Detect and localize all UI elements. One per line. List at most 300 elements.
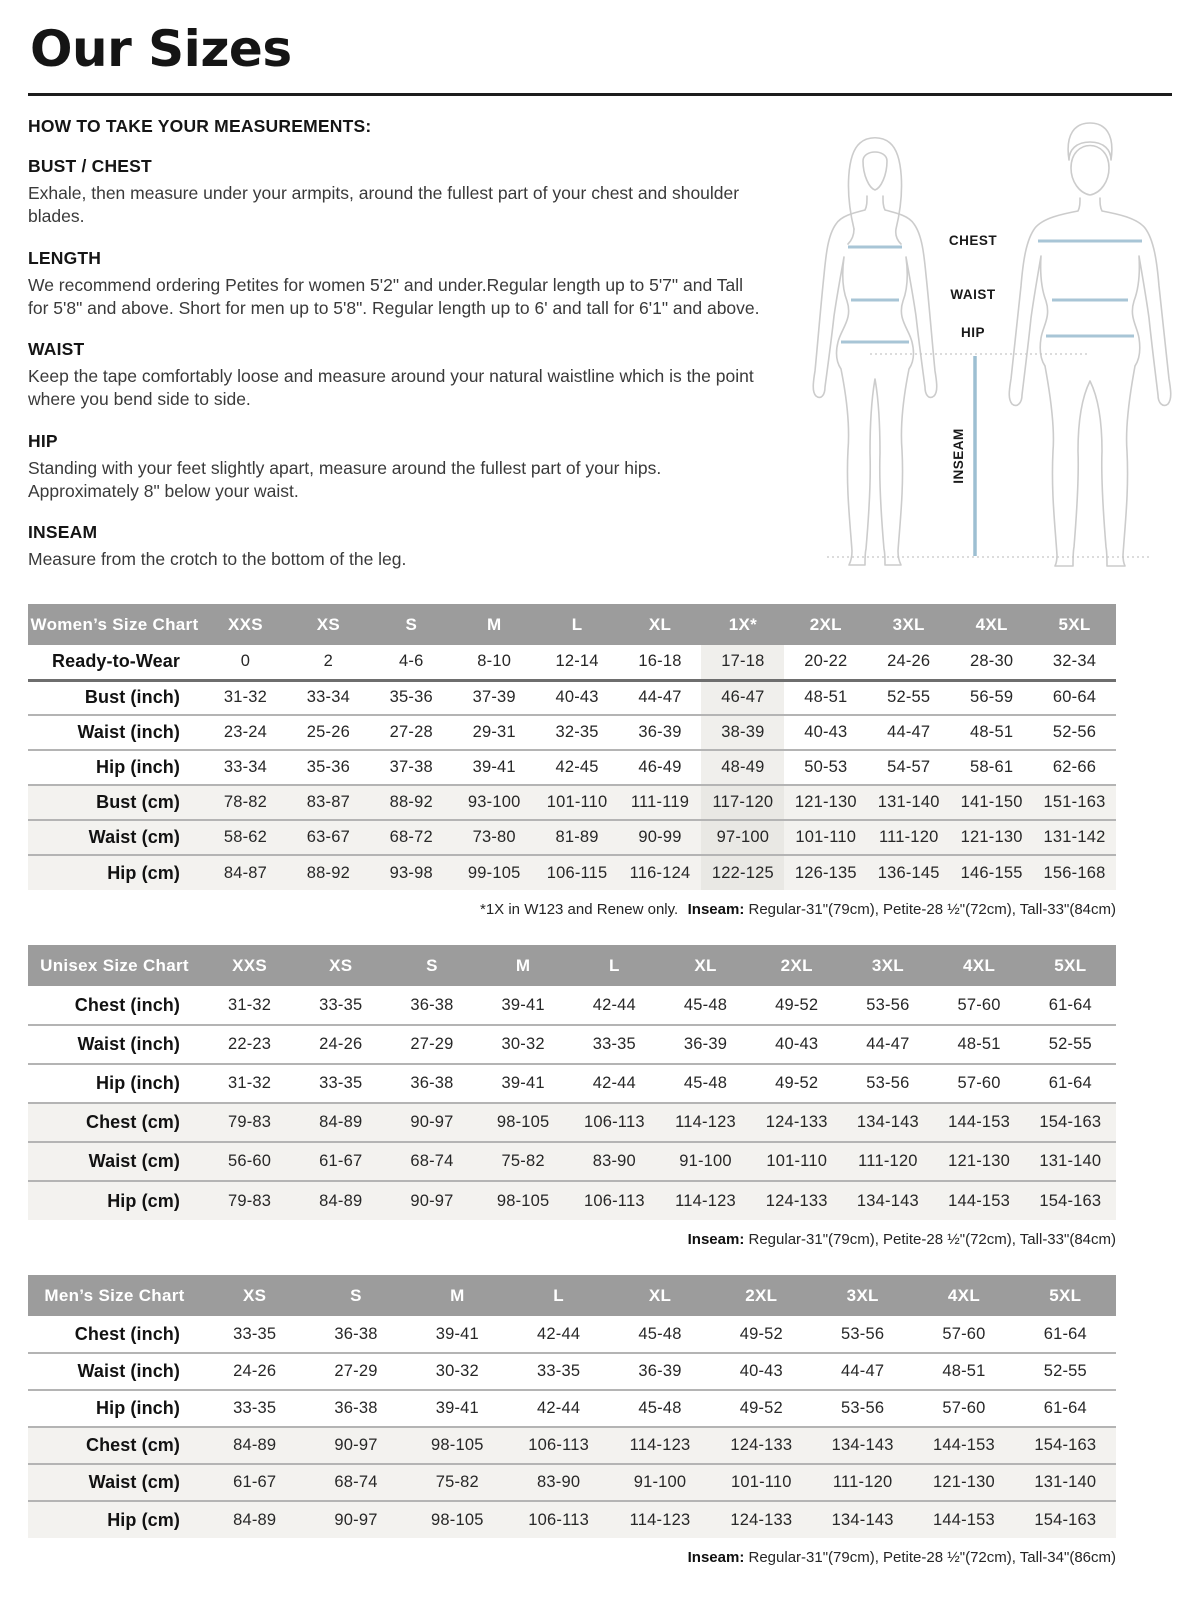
size-value-cell: 84-89 — [204, 1427, 305, 1464]
male-figure — [1009, 123, 1171, 566]
row-label: Waist (cm) — [28, 1464, 204, 1501]
size-value-cell: 98-105 — [478, 1103, 569, 1142]
row-label: Ready-to-Wear — [52, 651, 180, 672]
size-value-cell: 111-119 — [619, 785, 702, 820]
size-value-cell: 30-32 — [501, 1035, 545, 1053]
row-label: Waist (inch) — [77, 722, 180, 742]
size-value-cell: 24-26 — [319, 1035, 363, 1053]
size-value-cell: 50-53 — [804, 758, 848, 776]
size-value-cell: 101-110 — [784, 820, 867, 855]
measurement-row — [28, 645, 1116, 680]
size-column-header: XXS — [204, 604, 287, 645]
size-value-cell: 131-140 — [867, 785, 950, 820]
size-value-cell: 33-35 — [537, 1362, 581, 1380]
size-value-cell: 52-55 — [1043, 1362, 1087, 1380]
size-value-cell: 40-43 — [775, 1035, 819, 1053]
size-value-cell: 73-80 — [453, 820, 536, 855]
size-value-cell: 61-67 — [204, 1464, 305, 1501]
size-column-header: 5XL — [1015, 1275, 1116, 1316]
section-title: LENGTH — [28, 247, 102, 268]
size-value-cell: 29-31 — [472, 723, 516, 741]
measurement-row — [28, 750, 1116, 785]
size-column-header: XS — [287, 604, 370, 645]
size-value-cell: 144-153 — [934, 1103, 1025, 1142]
size-value-cell: 61-64 — [1048, 1074, 1092, 1092]
unisex-footnotes — [28, 1231, 1116, 1251]
section-body: Exhale, then measure under your armpits, around the fullest part of your chest and shoulder blades. — [28, 183, 740, 227]
size-value-cell: 23-24 — [223, 723, 268, 741]
size-value-cell: 106-113 — [508, 1501, 609, 1538]
size-value-cell: 46-47 — [701, 680, 784, 715]
size-value-cell: 84-89 — [204, 1501, 305, 1538]
page-title: Our Sizes — [30, 20, 292, 78]
size-value-cell: 42-45 — [555, 758, 599, 776]
size-value-cell: 83-90 — [569, 1142, 660, 1181]
footnote-inseam-text: Regular-31"(79cm), Petite-28 ½"(72cm), Tall-33"(84cm) — [744, 1231, 1116, 1248]
size-value-cell: 48-51 — [957, 1035, 1001, 1053]
row-label: Hip (inch) — [96, 1398, 180, 1418]
size-value-cell: 111-120 — [842, 1142, 933, 1181]
row-label: Chest (inch) — [74, 994, 180, 1015]
size-value-cell: 124-133 — [711, 1501, 812, 1538]
size-value-cell: 48-51 — [942, 1362, 986, 1380]
measurement-row — [28, 1181, 1116, 1220]
size-value-cell: 0 — [240, 652, 251, 671]
size-value-cell: 98-105 — [478, 1181, 569, 1220]
size-value-cell: 53-56 — [841, 1399, 885, 1417]
size-column-header: M — [407, 1275, 508, 1316]
size-value-cell: 33-35 — [319, 995, 363, 1014]
size-value-cell: 44-47 — [841, 1362, 885, 1380]
size-value-cell: 8-10 — [477, 652, 512, 671]
size-value-cell: 97-100 — [701, 820, 784, 855]
size-value-cell: 44-47 — [638, 688, 682, 707]
footnote-inseam — [688, 1231, 1116, 1248]
measurement-row — [28, 1103, 1116, 1142]
size-value-cell: 48-51 — [970, 723, 1014, 741]
size-value-cell: 37-39 — [472, 688, 516, 707]
size-value-cell: 40-43 — [739, 1362, 783, 1380]
size-column-header: 3XL — [842, 945, 933, 986]
hip-label: HIP — [960, 325, 986, 340]
size-value-cell: 52-55 — [1048, 1035, 1092, 1053]
row-label: Waist (cm) — [28, 820, 204, 855]
size-value-cell: 106-113 — [508, 1427, 609, 1464]
size-value-cell: 24-26 — [887, 652, 931, 671]
size-value-cell: 53-56 — [866, 1074, 910, 1092]
size-column-header: L — [508, 1275, 609, 1316]
row-label: Waist (cm) — [28, 1142, 204, 1181]
size-value-cell: 46-49 — [638, 758, 682, 776]
size-column-header: XXS — [204, 945, 295, 986]
size-value-cell: 121-130 — [913, 1464, 1014, 1501]
row-label: Hip (cm) — [28, 1501, 204, 1538]
size-value-cell: 121-130 — [950, 820, 1033, 855]
measurement-row — [28, 986, 1116, 1025]
size-value-cell: 75-82 — [407, 1464, 508, 1501]
size-value-cell: 124-133 — [711, 1427, 812, 1464]
size-value-cell: 90-97 — [386, 1181, 477, 1220]
size-value-cell: 39-41 — [435, 1399, 479, 1417]
size-value-cell: 106-113 — [569, 1181, 660, 1220]
table-header-row — [28, 1275, 1116, 1316]
footnote-inseam — [688, 901, 1116, 918]
size-value-cell: 45-48 — [683, 995, 728, 1014]
table-header-row — [28, 945, 1116, 986]
size-value-cell: 91-100 — [609, 1464, 710, 1501]
measurement-row — [28, 785, 1116, 820]
measurement-row — [28, 1025, 1116, 1064]
size-value-cell: 98-105 — [407, 1427, 508, 1464]
measurement-row — [28, 1427, 1116, 1464]
size-value-cell: 134-143 — [842, 1103, 933, 1142]
size-column-header: 5XL — [1033, 604, 1116, 645]
inseam-label: INSEAM — [951, 428, 966, 484]
footnote-inseam-label: Inseam: — [687, 1231, 745, 1248]
section-title: INSEAM — [28, 522, 98, 543]
size-value-cell: 144-153 — [934, 1181, 1025, 1220]
footnote-inseam — [688, 1549, 1116, 1566]
section-inseam — [28, 522, 764, 571]
unisex-size-chart-section — [28, 945, 1172, 1251]
size-column-header: 2XL — [751, 945, 842, 986]
measurement-diagram — [772, 104, 1172, 584]
size-value-cell: 36-39 — [683, 1035, 728, 1053]
size-column-header: 2XL — [711, 1275, 812, 1316]
size-column-header: 4XL — [950, 604, 1033, 645]
size-value-cell: 48-49 — [701, 750, 784, 785]
size-value-cell: 52-56 — [1052, 723, 1097, 741]
size-column-header: M — [478, 945, 569, 986]
size-value-cell: 45-48 — [683, 1074, 728, 1092]
size-column-header: XL — [609, 1275, 710, 1316]
size-value-cell: 27-29 — [334, 1362, 378, 1380]
row-label: Bust (inch) — [84, 687, 180, 708]
size-value-cell: 122-125 — [701, 855, 784, 890]
size-value-cell: 42-44 — [592, 995, 636, 1014]
row-label: Bust (cm) — [28, 785, 204, 820]
size-value-cell: 90-97 — [386, 1103, 477, 1142]
size-value-cell: 121-130 — [934, 1142, 1025, 1181]
section-body: Measure from the crotch to the bottom of the leg. — [28, 549, 407, 570]
section-body: We recommend ordering Petites for women 5'2" and under.Regular length up to 5'7" and Tall for 5'8" and above. Short for men up to 5'8". Regular length up to 6' and tall for 6'1" and above. — [28, 274, 760, 318]
size-value-cell: 61-67 — [295, 1142, 386, 1181]
size-value-cell: 17-18 — [701, 645, 784, 680]
measurement-row — [28, 1501, 1116, 1538]
size-value-cell: 58-61 — [970, 758, 1014, 776]
size-value-cell: 38-39 — [701, 715, 784, 750]
size-value-cell: 121-130 — [784, 785, 867, 820]
size-value-cell: 84-87 — [204, 855, 287, 890]
mens-size-chart-table — [28, 1275, 1116, 1538]
size-value-cell: 68-72 — [370, 820, 453, 855]
size-value-cell: 83-87 — [287, 785, 370, 820]
size-value-cell: 33-35 — [319, 1074, 363, 1092]
footnote-inseam-label: Inseam: — [687, 901, 745, 918]
size-value-cell: 117-120 — [701, 785, 784, 820]
mens-footnotes — [28, 1549, 1116, 1569]
size-value-cell: 37-38 — [389, 758, 433, 776]
size-column-header: S — [305, 1275, 406, 1316]
size-column-header: 3XL — [867, 604, 950, 645]
size-value-cell: 124-133 — [751, 1103, 842, 1142]
section-body: Standing with your feet slightly apart, measure around the fullest part of your hips. Approximately 8" below your waist. — [28, 457, 662, 501]
size-value-cell: 101-110 — [536, 785, 619, 820]
size-value-cell: 156-168 — [1033, 855, 1116, 890]
size-value-cell: 39-41 — [472, 758, 516, 776]
size-value-cell: 114-123 — [609, 1427, 710, 1464]
size-value-cell: 57-60 — [957, 995, 1001, 1014]
size-value-cell: 79-83 — [204, 1181, 295, 1220]
size-value-cell: 93-100 — [453, 785, 536, 820]
size-column-header: XS — [295, 945, 386, 986]
size-value-cell: 24-26 — [233, 1362, 277, 1380]
size-value-cell: 22-23 — [227, 1035, 272, 1053]
footnote-inseam-text: Regular-31"(79cm), Petite-28 ½"(72cm), Tall-34"(86cm) — [744, 1549, 1116, 1566]
size-value-cell: 83-90 — [508, 1464, 609, 1501]
size-value-cell: 16-18 — [638, 652, 682, 671]
measurement-row — [28, 680, 1116, 715]
size-value-cell: 42-44 — [537, 1399, 581, 1417]
size-value-cell: 2 — [323, 652, 334, 671]
size-value-cell: 33-35 — [233, 1324, 277, 1343]
measurement-row — [28, 1064, 1116, 1103]
section-length — [28, 248, 764, 321]
womens-size-chart-table — [28, 604, 1116, 890]
size-value-cell: 56-60 — [204, 1142, 295, 1181]
size-value-cell: 44-47 — [866, 1035, 910, 1053]
size-value-cell: 33-35 — [233, 1399, 277, 1417]
footnote-inseam-text: Regular-31"(79cm), Petite-28 ½"(72cm), Tall-33"(84cm) — [744, 901, 1116, 918]
size-value-cell: 90-99 — [619, 820, 702, 855]
size-column-header: L — [536, 604, 619, 645]
size-value-cell: 58-62 — [204, 820, 287, 855]
measurement-row — [28, 1464, 1116, 1501]
size-value-cell: 116-124 — [619, 855, 702, 890]
size-value-cell: 111-120 — [867, 820, 950, 855]
table-title: Men’s Size Chart — [28, 1275, 204, 1316]
size-value-cell: 124-133 — [751, 1181, 842, 1220]
table-title: Women’s Size Chart — [28, 604, 204, 645]
footnote-inseam-label: Inseam: — [687, 1549, 745, 1566]
size-value-cell: 27-28 — [389, 723, 433, 741]
size-value-cell: 106-113 — [569, 1103, 660, 1142]
size-value-cell: 27-29 — [410, 1035, 454, 1053]
measurement-row — [28, 1353, 1116, 1390]
size-value-cell: 141-150 — [950, 785, 1033, 820]
size-value-cell: 98-105 — [407, 1501, 508, 1538]
size-value-cell: 111-120 — [812, 1464, 913, 1501]
unisex-size-chart-table — [28, 945, 1116, 1220]
size-value-cell: 57-60 — [942, 1399, 986, 1417]
size-value-cell: 61-64 — [1043, 1399, 1087, 1417]
chest-label: CHEST — [948, 233, 998, 248]
size-value-cell: 99-105 — [453, 855, 536, 890]
size-column-header: XL — [619, 604, 702, 645]
size-value-cell: 45-48 — [638, 1324, 682, 1343]
size-value-cell: 78-82 — [204, 785, 287, 820]
row-label: Hip (inch) — [96, 1073, 180, 1093]
size-value-cell: 61-64 — [1048, 995, 1092, 1014]
size-value-cell: 31-32 — [223, 688, 268, 707]
top-section — [28, 116, 1172, 584]
size-value-cell: 53-56 — [866, 995, 910, 1014]
size-value-cell: 32-34 — [1052, 652, 1097, 671]
measurement-row — [28, 1390, 1116, 1427]
size-value-cell: 154-163 — [1015, 1501, 1116, 1538]
section-title: WAIST — [28, 339, 85, 360]
size-value-cell: 144-153 — [913, 1427, 1014, 1464]
size-value-cell: 57-60 — [942, 1324, 986, 1343]
size-value-cell: 84-89 — [295, 1103, 386, 1142]
size-value-cell: 33-35 — [592, 1035, 636, 1053]
instructions-heading: HOW TO TAKE YOUR MEASUREMENTS: — [28, 116, 372, 136]
size-value-cell: 88-92 — [287, 855, 370, 890]
size-value-cell: 151-163 — [1033, 785, 1116, 820]
measurement-row — [28, 855, 1116, 890]
measurement-row — [28, 715, 1116, 750]
size-value-cell: 154-163 — [1025, 1103, 1116, 1142]
row-label: Waist (inch) — [77, 1034, 180, 1054]
size-value-cell: 106-115 — [536, 855, 619, 890]
size-value-cell: 90-97 — [305, 1501, 406, 1538]
size-value-cell: 60-64 — [1052, 688, 1097, 707]
row-label: Hip (cm) — [28, 855, 204, 890]
size-value-cell: 36-39 — [638, 1362, 682, 1380]
size-column-header: 3XL — [812, 1275, 913, 1316]
size-value-cell: 35-36 — [389, 688, 433, 707]
size-value-cell: 134-143 — [812, 1427, 913, 1464]
size-value-cell: 25-26 — [306, 723, 350, 741]
size-column-header: S — [370, 604, 453, 645]
table-title: Unisex Size Chart — [28, 945, 204, 986]
size-value-cell: 36-38 — [334, 1324, 378, 1343]
size-value-cell: 131-142 — [1033, 820, 1116, 855]
size-value-cell: 48-51 — [804, 688, 848, 707]
size-value-cell: 31-32 — [227, 1074, 272, 1092]
size-value-cell: 88-92 — [370, 785, 453, 820]
size-value-cell: 134-143 — [842, 1181, 933, 1220]
size-column-header: 5XL — [1025, 945, 1116, 986]
size-value-cell: 32-35 — [555, 723, 599, 741]
row-label: Waist (inch) — [77, 1361, 180, 1381]
size-value-cell: 49-52 — [739, 1399, 783, 1417]
size-value-cell: 52-55 — [887, 688, 931, 707]
size-value-cell: 40-43 — [804, 723, 848, 741]
size-value-cell: 146-155 — [950, 855, 1033, 890]
size-value-cell: 12-14 — [555, 652, 599, 671]
size-value-cell: 84-89 — [295, 1181, 386, 1220]
size-value-cell: 154-163 — [1025, 1181, 1116, 1220]
size-value-cell: 39-41 — [501, 995, 545, 1014]
table-header-row — [28, 604, 1116, 645]
size-value-cell: 45-48 — [638, 1399, 682, 1417]
size-value-cell: 114-123 — [660, 1181, 751, 1220]
row-label: Chest (cm) — [28, 1103, 204, 1142]
size-value-cell: 33-34 — [223, 758, 268, 776]
row-label: Hip (inch) — [96, 757, 180, 777]
size-value-cell: 49-52 — [739, 1324, 783, 1343]
size-value-cell: 4-6 — [399, 652, 424, 671]
section-body: Keep the tape comfortably loose and measure around your natural waistline which is the point where you bend side to side. — [28, 366, 754, 410]
size-value-cell: 28-30 — [970, 652, 1014, 671]
row-label: Chest (cm) — [28, 1427, 204, 1464]
size-value-cell: 36-39 — [638, 723, 682, 741]
section-title: BUST / CHEST — [28, 156, 152, 176]
size-value-cell: 56-59 — [970, 688, 1014, 707]
size-value-cell: 63-67 — [287, 820, 370, 855]
section-hip — [28, 431, 764, 504]
size-column-header: S — [386, 945, 477, 986]
womens-footnotes — [28, 901, 1116, 921]
size-value-cell: 101-110 — [711, 1464, 812, 1501]
size-value-cell: 33-34 — [306, 688, 350, 707]
size-value-cell: 91-100 — [660, 1142, 751, 1181]
title-divider — [28, 93, 1172, 96]
size-value-cell: 36-38 — [410, 1074, 454, 1092]
section-waist — [28, 339, 764, 412]
size-value-cell: 68-74 — [386, 1142, 477, 1181]
size-value-cell: 44-47 — [887, 723, 931, 741]
size-value-cell: 114-123 — [609, 1501, 710, 1538]
size-value-cell: 81-89 — [536, 820, 619, 855]
row-label: Hip (cm) — [28, 1181, 204, 1220]
size-value-cell: 20-22 — [804, 652, 848, 671]
size-column-header: 4XL — [934, 945, 1025, 986]
size-value-cell: 42-44 — [592, 1074, 636, 1092]
footnote-1x: *1X in W123 and Renew only. — [480, 901, 679, 918]
size-value-cell: 68-74 — [305, 1464, 406, 1501]
womens-size-chart-section — [28, 604, 1172, 921]
row-label: Chest (inch) — [74, 1323, 180, 1344]
size-value-cell: 144-153 — [913, 1501, 1014, 1538]
size-value-cell: 154-163 — [1015, 1427, 1116, 1464]
measurement-row — [28, 1316, 1116, 1353]
size-column-header: 4XL — [913, 1275, 1014, 1316]
size-value-cell: 93-98 — [370, 855, 453, 890]
size-value-cell: 61-64 — [1043, 1324, 1087, 1343]
size-value-cell: 79-83 — [204, 1103, 295, 1142]
size-value-cell: 136-145 — [867, 855, 950, 890]
size-value-cell: 114-123 — [660, 1103, 751, 1142]
size-column-header: L — [569, 945, 660, 986]
size-value-cell: 42-44 — [537, 1324, 581, 1343]
size-value-cell: 36-38 — [410, 995, 454, 1014]
size-value-cell: 39-41 — [435, 1324, 479, 1343]
size-value-cell: 126-135 — [784, 855, 867, 890]
size-value-cell: 40-43 — [555, 688, 599, 707]
size-column-header: 1X* — [701, 604, 784, 645]
size-column-header: XL — [660, 945, 751, 986]
size-value-cell: 62-66 — [1052, 758, 1097, 776]
size-value-cell: 75-82 — [478, 1142, 569, 1181]
size-value-cell: 134-143 — [812, 1501, 913, 1538]
section-title: HIP — [28, 430, 58, 451]
mens-size-chart-section — [28, 1275, 1172, 1569]
waist-label: WAIST — [950, 287, 996, 302]
size-value-cell: 90-97 — [305, 1427, 406, 1464]
size-column-header: 2XL — [784, 604, 867, 645]
size-value-cell: 54-57 — [887, 758, 931, 776]
measurement-instructions — [28, 116, 764, 584]
size-value-cell: 39-41 — [501, 1074, 545, 1092]
size-column-header: M — [453, 604, 536, 645]
size-value-cell: 131-140 — [1025, 1142, 1116, 1181]
size-value-cell: 131-140 — [1015, 1464, 1116, 1501]
size-value-cell: 53-56 — [841, 1324, 885, 1343]
size-value-cell: 35-36 — [306, 758, 350, 776]
size-value-cell: 101-110 — [751, 1142, 842, 1181]
